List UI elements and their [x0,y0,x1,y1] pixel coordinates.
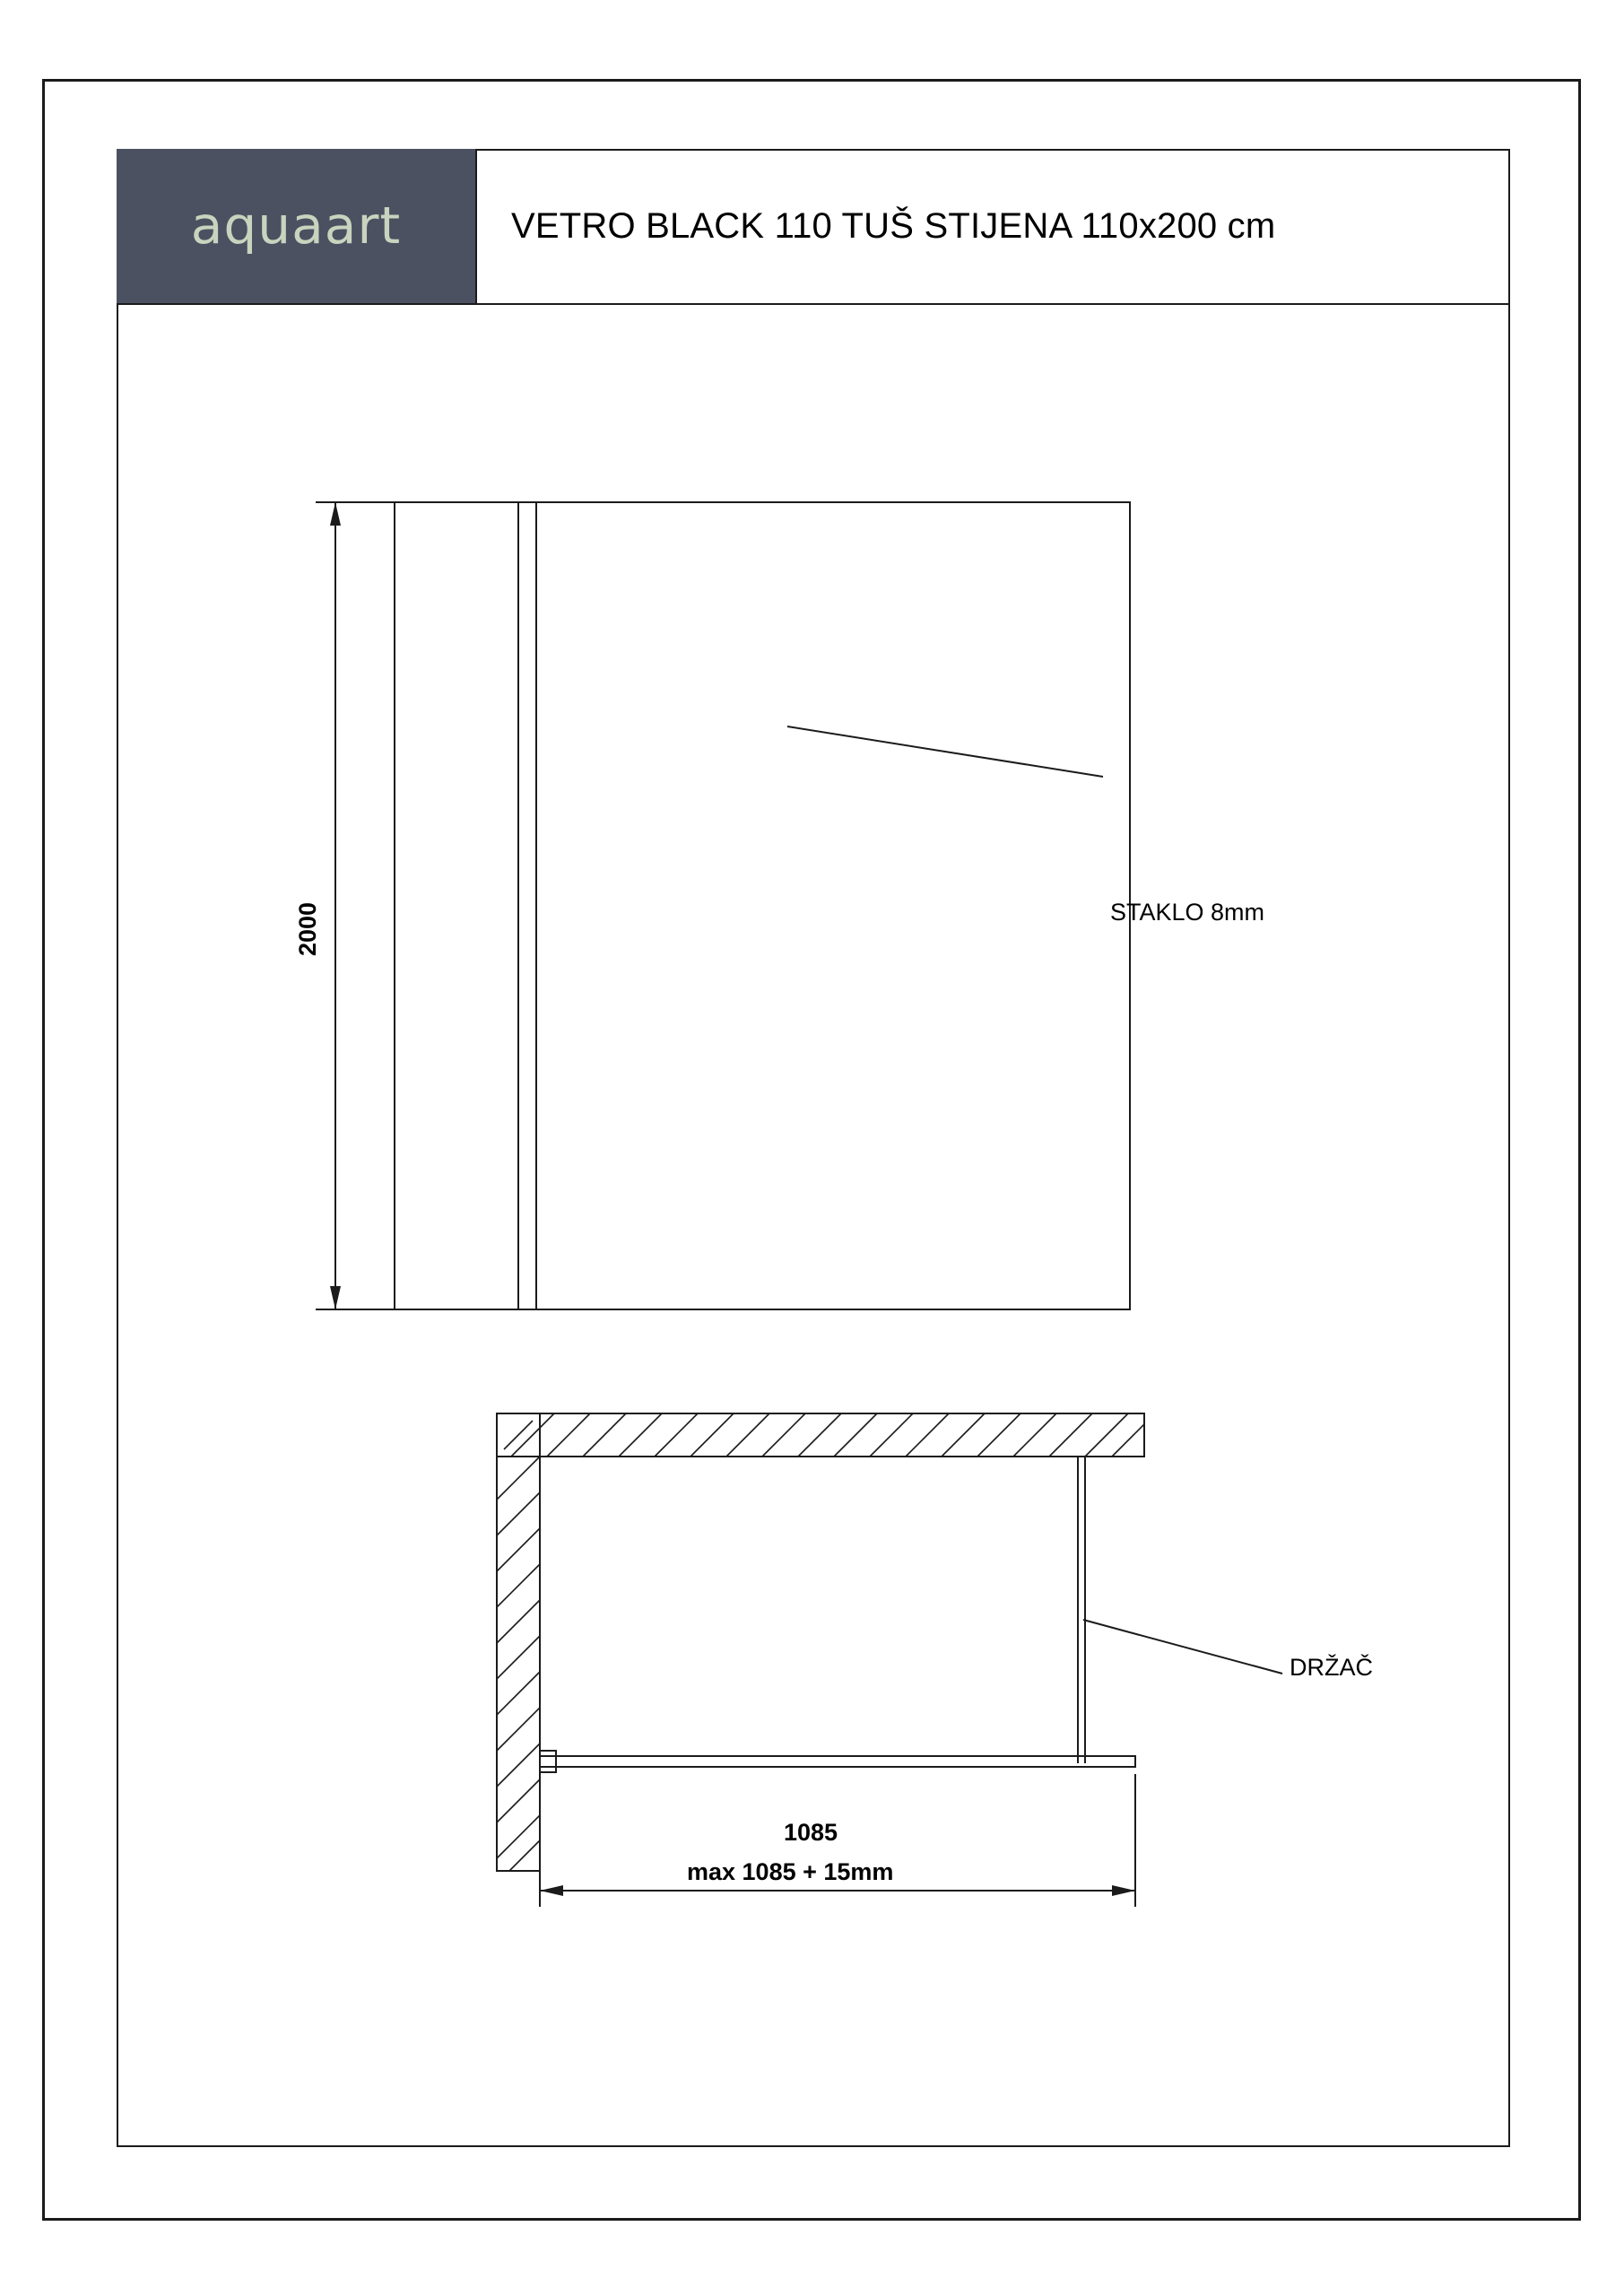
staklo-callout-label: STAKLO 8mm [1110,899,1265,926]
front-view-panel [395,502,1130,1309]
top-view-width-note: max 1085 + 15mm [687,1858,894,1885]
front-view-height-label: 2000 [294,901,321,956]
drawing-canvas [117,149,1510,2147]
top-view [497,1413,1282,1907]
drzac-callout-label: DRŽAČ [1290,1654,1373,1681]
top-view-width-label: 1085 [784,1819,838,1846]
staklo-leader-line [787,726,1103,777]
page-title: VETRO BLACK 110 TUŠ STIJENA 110x200 cm [511,205,1276,246]
front-view-height-dimension [316,502,395,1309]
technical-drawing [117,149,1510,2147]
brand-logo-text: aquaart [190,196,402,256]
